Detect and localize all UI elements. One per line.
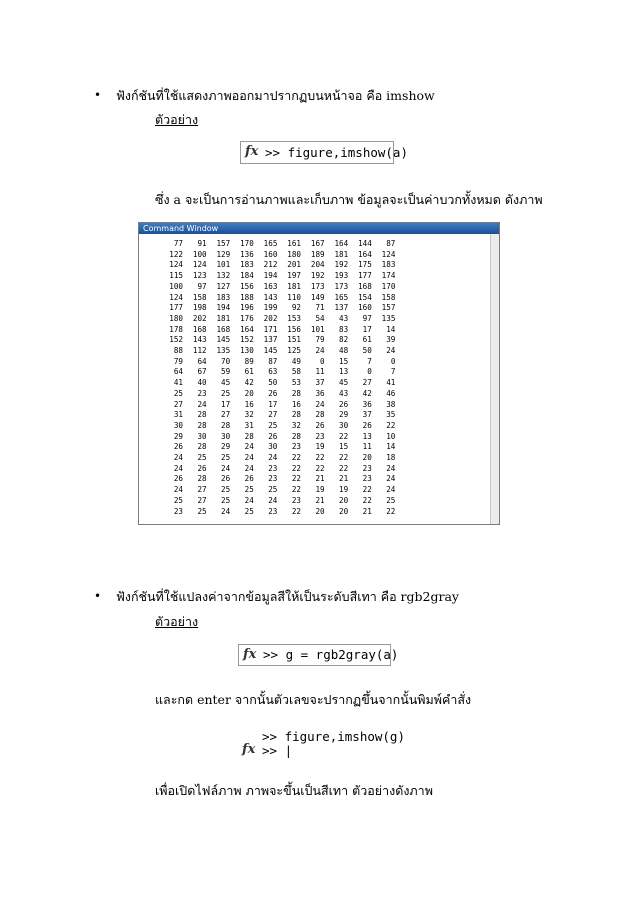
imshow-heading: ฟังก์ชันที่ใช้แสดงภาพออกมาปรากฏบนหน้าจอ คือ imshow — [116, 88, 435, 103]
matrix-cell: 160 — [263, 249, 278, 259]
matrix-cell: 25 — [221, 485, 231, 495]
matrix-cell: 18 — [386, 453, 396, 462]
matrix-cell: 101 — [216, 260, 231, 270]
matrix-cell: 180 — [287, 249, 301, 259]
matrix-cell: 26 — [173, 474, 183, 484]
matrix-cell: 100 — [169, 281, 183, 291]
matrix-cell: 24 — [315, 399, 325, 409]
matrix-cell: 152 — [240, 335, 254, 345]
matrix-cell: 22 — [315, 463, 325, 473]
matrix-cell: 145 — [263, 346, 278, 355]
matrix-cell: 28 — [197, 474, 207, 484]
matrix-cell: 28 — [197, 442, 207, 452]
matrix-cell: 24 — [173, 485, 183, 495]
matrix-cell: 194 — [216, 303, 231, 313]
matrix-cell: 23 — [291, 442, 301, 452]
matrix-cell: 13 — [339, 367, 349, 377]
matrix-cell: 29 — [339, 410, 349, 420]
matrix-cell: 45 — [221, 378, 231, 388]
matrix-cell: 197 — [287, 271, 301, 281]
matrix-cell: 199 — [263, 303, 278, 313]
matrix-cell: 32 — [244, 410, 254, 420]
matrix-cell: 20 — [315, 506, 325, 516]
fx-icon: fx — [245, 144, 259, 159]
matrix-cell: 23 — [291, 495, 301, 505]
matrix-cell: 25 — [268, 485, 278, 495]
matrix-cell: 198 — [192, 303, 207, 313]
matrix-cell: 22 — [339, 453, 349, 462]
matrix-cell: 192 — [334, 260, 349, 270]
matrix-cell: 23 — [197, 388, 207, 398]
bullet-1: • — [94, 88, 102, 102]
matrix-cell: 188 — [240, 292, 254, 302]
matrix-cell: 24 — [244, 495, 254, 505]
matrix-cell: 10 — [386, 431, 396, 441]
matrix-cell: 64 — [173, 367, 183, 377]
matrix-cell: 30 — [221, 431, 231, 441]
matrix-cell: 89 — [244, 356, 254, 366]
matrix-cell: 27 — [173, 399, 183, 409]
matrix-cell: 143 — [192, 335, 207, 345]
matrix-cell: 158 — [381, 292, 396, 302]
matrix-cell: 17 — [268, 399, 278, 409]
matrix-cell: 26 — [197, 463, 207, 473]
matrix-cell: 23 — [173, 506, 183, 516]
matrix-cell: 63 — [268, 367, 278, 377]
matrix-cell: 59 — [221, 367, 231, 377]
matrix-cell: 156 — [287, 324, 301, 334]
matrix-cell: 20 — [339, 506, 349, 516]
matrix-cell: 157 — [216, 239, 231, 248]
matrix-cell: 14 — [386, 442, 396, 452]
matrix-cell: 83 — [339, 324, 349, 334]
matrix-cell: 31 — [173, 410, 183, 420]
fx-icon: fx — [243, 647, 257, 662]
matrix-cell: 137 — [263, 335, 278, 345]
matrix-cell: 24 — [386, 463, 396, 473]
matrix-cell: 161 — [287, 239, 301, 248]
matrix-cell: 28 — [244, 431, 254, 441]
matrix-cell: 46 — [386, 388, 396, 398]
matrix-cell: 149 — [310, 292, 325, 302]
matrix-cell: 202 — [192, 313, 207, 323]
matrix-cell: 183 — [216, 292, 231, 302]
matrix-cell: 30 — [339, 420, 349, 430]
rgb2gray-command-box — [238, 644, 399, 666]
matrix-cell: 122 — [169, 249, 183, 259]
matrix-cell: 21 — [315, 495, 325, 505]
matrix-cell: 101 — [310, 324, 325, 334]
matrix-cell: 79 — [315, 335, 325, 345]
matrix-cell: 37 — [315, 378, 325, 388]
matrix-cell: 17 — [221, 399, 231, 409]
matrix-cell: 28 — [197, 410, 207, 420]
matrix-cell: 24 — [268, 495, 278, 505]
matrix-cell: 165 — [334, 292, 349, 302]
matrix-cell: 24 — [244, 442, 254, 452]
matrix-cell: 40 — [197, 378, 207, 388]
imshow-command: >> figure,imshow(a) — [265, 145, 408, 160]
matrix-cell: 135 — [216, 346, 231, 355]
matrix-cell: 7 — [390, 367, 396, 377]
matrix-cell: 132 — [216, 271, 231, 281]
matrix-cell: 28 — [315, 410, 325, 420]
matrix-cell: 26 — [268, 431, 278, 441]
matrix-cell: 26 — [244, 474, 254, 484]
matrix-cell: 144 — [358, 239, 372, 248]
matrix-cell: 35 — [386, 410, 396, 420]
matrix-cell: 25 — [173, 495, 183, 505]
matrix-cell: 100 — [192, 249, 207, 259]
matrix-cell: 32 — [291, 420, 301, 430]
matrix-cell: 124 — [169, 260, 183, 270]
matrix-cell: 22 — [291, 474, 301, 484]
example-label-1: ตัวอย่าง — [155, 112, 199, 127]
matrix-cell: 21 — [339, 474, 349, 484]
matrix-cell: 22 — [291, 453, 301, 462]
matrix-cell: 129 — [216, 249, 231, 259]
matrix-cell: 22 — [386, 420, 396, 430]
matrix-cell: 0 — [390, 356, 396, 366]
matrix-cell: 41 — [173, 378, 183, 388]
matrix-cell: 30 — [173, 420, 183, 430]
matrix-cell: 11 — [362, 442, 372, 452]
matrix-cell: 23 — [362, 474, 372, 484]
matrix-cell: 38 — [386, 399, 396, 409]
command-window — [138, 222, 500, 525]
matrix-cell: 53 — [291, 378, 301, 388]
matrix-cell: 123 — [192, 271, 207, 281]
matrix-cell: 167 — [310, 239, 325, 248]
matrix-cell: 24 — [221, 506, 231, 516]
matrix-cell: 177 — [358, 271, 372, 281]
matrix-cell: 50 — [268, 378, 278, 388]
matrix-cell: 151 — [287, 335, 301, 345]
matrix-cell: 25 — [221, 495, 231, 505]
fx-icon: fx — [242, 742, 256, 757]
matrix-cell: 135 — [381, 313, 396, 323]
matrix-cell: 22 — [315, 453, 325, 462]
matrix-cell: 180 — [169, 313, 183, 323]
matrix-cell: 26 — [173, 442, 183, 452]
example-label-2: ตัวอย่าง — [155, 614, 199, 629]
matrix-cell: 164 — [240, 324, 254, 334]
matrix-cell: 130 — [240, 346, 254, 355]
matrix-cell: 7 — [367, 356, 372, 366]
imshow-g-command-box — [238, 727, 405, 759]
matrix-cell: 25 — [197, 453, 207, 462]
matrix-cell: 24 — [386, 346, 396, 355]
matrix-cell: 27 — [362, 378, 372, 388]
matrix-cell: 11 — [315, 367, 325, 377]
matrix-cell: 82 — [339, 335, 349, 345]
matrix-cell: 27 — [197, 485, 207, 495]
matrix-cell: 88 — [173, 346, 183, 355]
matrix-cell: 14 — [386, 324, 396, 334]
matrix-cell: 17 — [362, 324, 372, 334]
matrix-cell: 54 — [315, 313, 325, 323]
matrix-cell: 26 — [362, 420, 372, 430]
matrix-cell: 49 — [291, 356, 301, 366]
matrix-cell: 28 — [291, 431, 301, 441]
matrix-cell: 212 — [263, 260, 278, 270]
matrix-cell: 24 — [173, 463, 183, 473]
imshow-command-box — [240, 141, 408, 164]
matrix-cell: 27 — [197, 495, 207, 505]
matrix-cell: 183 — [240, 260, 254, 270]
matrix-cell: 189 — [310, 249, 325, 259]
matrix-cell: 39 — [386, 335, 396, 345]
bullet-2: • — [94, 589, 102, 603]
matrix-cell: 22 — [362, 485, 372, 495]
matrix-cell: 22 — [291, 463, 301, 473]
command-window-title: Command Window — [139, 223, 499, 234]
matrix-cell: 143 — [263, 292, 278, 302]
matrix-cell: 184 — [240, 271, 254, 281]
matrix-cell: 15 — [339, 356, 349, 366]
matrix-cell: 24 — [315, 346, 325, 355]
matrix-cell: 19 — [339, 485, 349, 495]
matrix-cell: 29 — [173, 431, 183, 441]
matrix-cell: 181 — [216, 313, 231, 323]
matrix-cell: 20 — [362, 453, 372, 462]
matrix-cell: 125 — [287, 346, 301, 355]
matrix-cell: 165 — [263, 239, 278, 248]
matrix-cell: 21 — [362, 506, 372, 516]
matrix-cell: 87 — [268, 356, 278, 366]
matrix-cell: 24 — [386, 485, 396, 495]
matrix-cell: 127 — [216, 281, 231, 291]
matrix-cell: 168 — [358, 281, 372, 291]
matrix-cell: 181 — [287, 281, 301, 291]
matrix-cell: 50 — [362, 346, 372, 355]
matrix-cell: 24 — [244, 463, 254, 473]
matrix-cell: 24 — [221, 463, 231, 473]
matrix-cell: 164 — [358, 249, 372, 259]
matrix-cell: 41 — [386, 378, 396, 388]
matrix-cell: 79 — [173, 356, 183, 366]
matrix-cell: 22 — [291, 485, 301, 495]
matrix-cell: 157 — [381, 303, 396, 313]
command-prompt[interactable]: >> | — [262, 743, 293, 758]
matrix-cell: 87 — [386, 239, 396, 248]
matrix-cell: 20 — [244, 388, 254, 398]
matrix-cell: 16 — [244, 399, 254, 409]
matrix-cell: 45 — [339, 378, 349, 388]
matrix-cell: 193 — [334, 271, 349, 281]
matrix-cell: 28 — [291, 410, 301, 420]
matrix-cell: 91 — [197, 239, 207, 248]
matrix-cell: 25 — [173, 388, 183, 398]
matrix-cell: 173 — [310, 281, 325, 291]
matrix-cell: 43 — [339, 313, 349, 323]
enter-description: และกด enter จากนั้นตัวเลขจะปรากฏขึ้นจากนั้นพิมพ์คำสั่ง — [155, 692, 472, 707]
matrix-cell: 23 — [315, 431, 325, 441]
matrix-cell: 25 — [197, 506, 207, 516]
command-window-output — [139, 234, 491, 524]
matrix-cell: 26 — [221, 474, 231, 484]
matrix-cell: 25 — [221, 453, 231, 462]
matrix-cell: 158 — [192, 292, 207, 302]
matrix-cell: 58 — [291, 367, 301, 377]
matrix-cell: 115 — [169, 271, 183, 281]
matrix-cell: 178 — [169, 324, 183, 334]
matrix-cell: 28 — [221, 420, 231, 430]
matrix-cell: 22 — [362, 495, 372, 505]
matrix-cell: 164 — [334, 239, 349, 248]
matrix-cell: 67 — [197, 367, 207, 377]
matrix-cell: 37 — [362, 410, 372, 420]
matrix-cell: 97 — [197, 281, 207, 291]
command-window-scrollbar[interactable] — [490, 234, 499, 524]
matrix-cell: 23 — [268, 506, 278, 516]
imshow-description: ซึ่ง a จะเป็นการอ่านภาพและเก็บภาพ ข้อมูลจะเป็นค่าบวกทั้งหมด ดังภาพ — [155, 192, 543, 207]
matrix-cell: 24 — [268, 453, 278, 462]
matrix-cell: 36 — [315, 388, 325, 398]
matrix-cell: 177 — [169, 303, 183, 313]
matrix-cell: 28 — [197, 420, 207, 430]
matrix-cell: 137 — [334, 303, 349, 313]
matrix-cell: 201 — [287, 260, 301, 270]
matrix-cell: 70 — [221, 356, 231, 366]
matrix-cell: 112 — [192, 346, 207, 355]
matrix-cell: 0 — [320, 356, 325, 366]
matrix-cell: 92 — [291, 303, 301, 313]
matrix-cell: 124 — [169, 292, 183, 302]
matrix-cell: 64 — [197, 356, 207, 366]
matrix-cell: 124 — [381, 249, 396, 259]
matrix-cell: 26 — [268, 388, 278, 398]
matrix-cell: 16 — [291, 399, 301, 409]
final-description: เพื่อเปิดไฟล์ภาพ ภาพจะขึ้นเป็นสีเทา ตัวอย่างดังภาพ — [155, 783, 433, 798]
matrix-cell: 168 — [216, 324, 231, 334]
matrix-cell: 30 — [268, 442, 278, 452]
matrix-cell: 24 — [244, 453, 254, 462]
matrix-cell: 22 — [386, 506, 396, 516]
matrix-cell: 26 — [339, 399, 349, 409]
matrix-cell: 20 — [339, 495, 349, 505]
matrix-cell: 29 — [221, 442, 231, 452]
matrix-cell: 27 — [221, 410, 231, 420]
matrix-cell: 25 — [386, 495, 396, 505]
matrix-cell: 152 — [169, 335, 183, 345]
matrix-cell: 154 — [358, 292, 372, 302]
matrix-cell: 25 — [244, 485, 254, 495]
matrix-cell: 174 — [381, 271, 396, 281]
matrix-cell: 183 — [381, 260, 396, 270]
matrix-cell: 36 — [362, 399, 372, 409]
matrix-cell: 97 — [362, 313, 372, 323]
matrix-cell: 77 — [173, 239, 183, 248]
rgb2gray-heading: ฟังก์ชันที่ใช้แปลงค่าจากข้อมูลสีให้เป็นระดับสีเทา คือ rgb2gray — [116, 589, 459, 604]
matrix-cell: 42 — [244, 378, 254, 388]
matrix-cell: 21 — [315, 474, 325, 484]
matrix-cell: 19 — [315, 485, 325, 495]
matrix-cell: 61 — [362, 335, 372, 345]
matrix-cell: 168 — [192, 324, 207, 334]
matrix-cell: 25 — [221, 388, 231, 398]
matrix-cell: 25 — [244, 506, 254, 516]
matrix-cell: 22 — [291, 506, 301, 516]
matrix-cell: 15 — [339, 442, 349, 452]
imshow-g-command: >> figure,imshow(g) — [262, 729, 405, 744]
matrix-cell: 25 — [268, 420, 278, 430]
matrix-cell: 204 — [310, 260, 325, 270]
rgb2gray-command: >> g = rgb2gray(a) — [263, 647, 399, 662]
matrix-cell: 170 — [240, 239, 254, 248]
matrix-cell: 156 — [240, 281, 254, 291]
matrix-cell: 31 — [244, 420, 254, 430]
matrix-cell: 124 — [192, 260, 207, 270]
matrix-cell: 145 — [216, 335, 231, 345]
matrix-cell: 19 — [315, 442, 325, 452]
matrix-cell: 61 — [244, 367, 254, 377]
matrix-cell: 27 — [268, 410, 278, 420]
matrix-cell: 175 — [358, 260, 372, 270]
matrix-cell: 24 — [197, 399, 207, 409]
matrix-cell: 153 — [287, 313, 301, 323]
matrix-cell: 202 — [263, 313, 278, 323]
matrix-cell: 71 — [315, 303, 325, 313]
matrix-cell: 196 — [240, 303, 254, 313]
matrix-cell: 23 — [268, 474, 278, 484]
matrix-cell: 42 — [362, 388, 372, 398]
matrix-cell: 30 — [197, 431, 207, 441]
matrix-cell: 28 — [291, 388, 301, 398]
matrix-cell: 26 — [315, 420, 325, 430]
matrix-cell: 194 — [263, 271, 278, 281]
matrix-cell: 43 — [339, 388, 349, 398]
matrix-cell: 110 — [287, 292, 301, 302]
matrix-cell: 24 — [386, 474, 396, 484]
matrix-cell: 176 — [240, 313, 254, 323]
matrix-cell: 173 — [334, 281, 349, 291]
matrix-cell: 171 — [263, 324, 278, 334]
matrix-cell: 170 — [381, 281, 396, 291]
matrix-cell: 163 — [263, 281, 278, 291]
matrix-cell: 24 — [173, 453, 183, 462]
matrix-cell: 13 — [362, 431, 372, 441]
matrix-cell: 23 — [362, 463, 372, 473]
matrix-cell: 48 — [339, 346, 349, 355]
matrix-cell: 22 — [339, 463, 349, 473]
matrix-cell: 0 — [367, 367, 372, 377]
matrix-cell: 192 — [310, 271, 325, 281]
matrix-cell: 136 — [240, 249, 254, 259]
matrix-cell: 181 — [334, 249, 349, 259]
matrix-cell: 22 — [339, 431, 349, 441]
matrix-cell: 160 — [358, 303, 372, 313]
matrix-cell: 23 — [268, 463, 278, 473]
